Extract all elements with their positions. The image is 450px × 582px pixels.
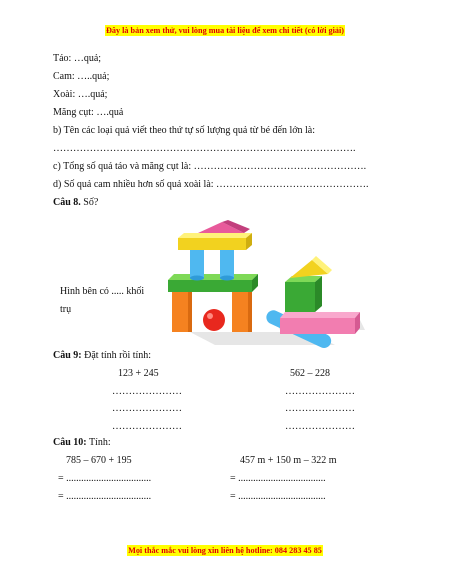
- header-notice: Đây là bản xem thử, vui lòng mua tài liệu để xem chi tiết (có lời giải): [105, 26, 344, 35]
- pillar-right-side: [248, 292, 252, 332]
- pillar-left-side: [188, 292, 192, 332]
- question-9-text: Đặt tính rồi tính:: [81, 350, 152, 361]
- green-slab: [168, 280, 252, 292]
- question-9-answer-line-2c: …………………: [285, 421, 355, 432]
- yellow-slab-top: [178, 233, 252, 238]
- question-d: d) Số quả cam nhiều hơn số quả xoài là: ……………………………………….: [53, 179, 369, 190]
- red-sphere-highlight: [207, 313, 213, 319]
- fruit-count-orange: Cam: …..quả;: [53, 71, 110, 82]
- question-10-expression-1: 785 – 670 + 195: [66, 455, 132, 466]
- fruit-count-mango: Xoài: ….quả;: [53, 89, 108, 100]
- cylinder-right: [220, 250, 234, 278]
- question-9-answer-line-1c: …………………: [112, 421, 182, 432]
- cylinder-left-bottom: [190, 276, 204, 281]
- yellow-slab: [178, 238, 246, 250]
- question-8-body-line2: trụ: [60, 304, 72, 315]
- question-b: b) Tên các loại quả viết theo thứ tự số lượng quả từ bé đến lớn là:: [53, 125, 316, 136]
- fruit-count-mangosteen: Măng cụt: ….quả: [53, 107, 124, 118]
- cylinder-right-bottom: [220, 276, 234, 281]
- question-b-answer-blank: ……………………………………………………………………………….: [53, 143, 356, 154]
- question-10-label: Câu 10:: [53, 437, 87, 448]
- question-10-answer-1a: = ..................................: [58, 473, 152, 484]
- question-9-heading: [53, 350, 151, 362]
- question-9-label: Câu 9:: [53, 350, 82, 361]
- red-sphere: [203, 309, 225, 331]
- question-10-answer-1b: = ..................................: [58, 491, 152, 502]
- question-10-answer-2b: = ...................................: [230, 491, 326, 502]
- question-c: c) Tổng số quả táo và măng cụt là: …………………………………………….: [53, 161, 367, 172]
- building-blocks-image: [160, 220, 380, 350]
- question-8-text: Số?: [80, 197, 99, 208]
- question-9-answer-line-2b: …………………: [285, 403, 355, 414]
- green-cube: [285, 282, 315, 312]
- fruit-count-apple: Táo: …quả;: [53, 53, 102, 64]
- question-10-text: Tính:: [86, 437, 111, 448]
- footer-notice: Mọi thắc mắc vui lòng xin liên hệ hotline: 084 283 45 85: [128, 546, 322, 555]
- question-8-heading: [53, 197, 98, 209]
- green-slab-top: [168, 274, 258, 280]
- question-9-answer-line-2a: …………………: [285, 386, 355, 397]
- question-10-expression-2: 457 m + 150 m – 322 m: [240, 455, 337, 466]
- question-8-label: Câu 8.: [53, 197, 81, 208]
- green-cube-side: [315, 276, 322, 312]
- question-9-expression-1: 123 + 245: [118, 368, 159, 379]
- question-10-answer-2a: = ...................................: [230, 473, 326, 484]
- question-9-answer-line-1b: …………………: [112, 403, 182, 414]
- pink-block: [280, 318, 355, 334]
- question-9-answer-line-1a: …………………: [112, 386, 182, 397]
- question-10-heading: [53, 437, 111, 449]
- cylinder-left: [190, 250, 204, 278]
- pink-block-top: [280, 312, 360, 318]
- question-9-expression-2: 562 – 228: [290, 368, 330, 379]
- question-8-body-line1: Hình bên có ..... khối: [60, 286, 145, 297]
